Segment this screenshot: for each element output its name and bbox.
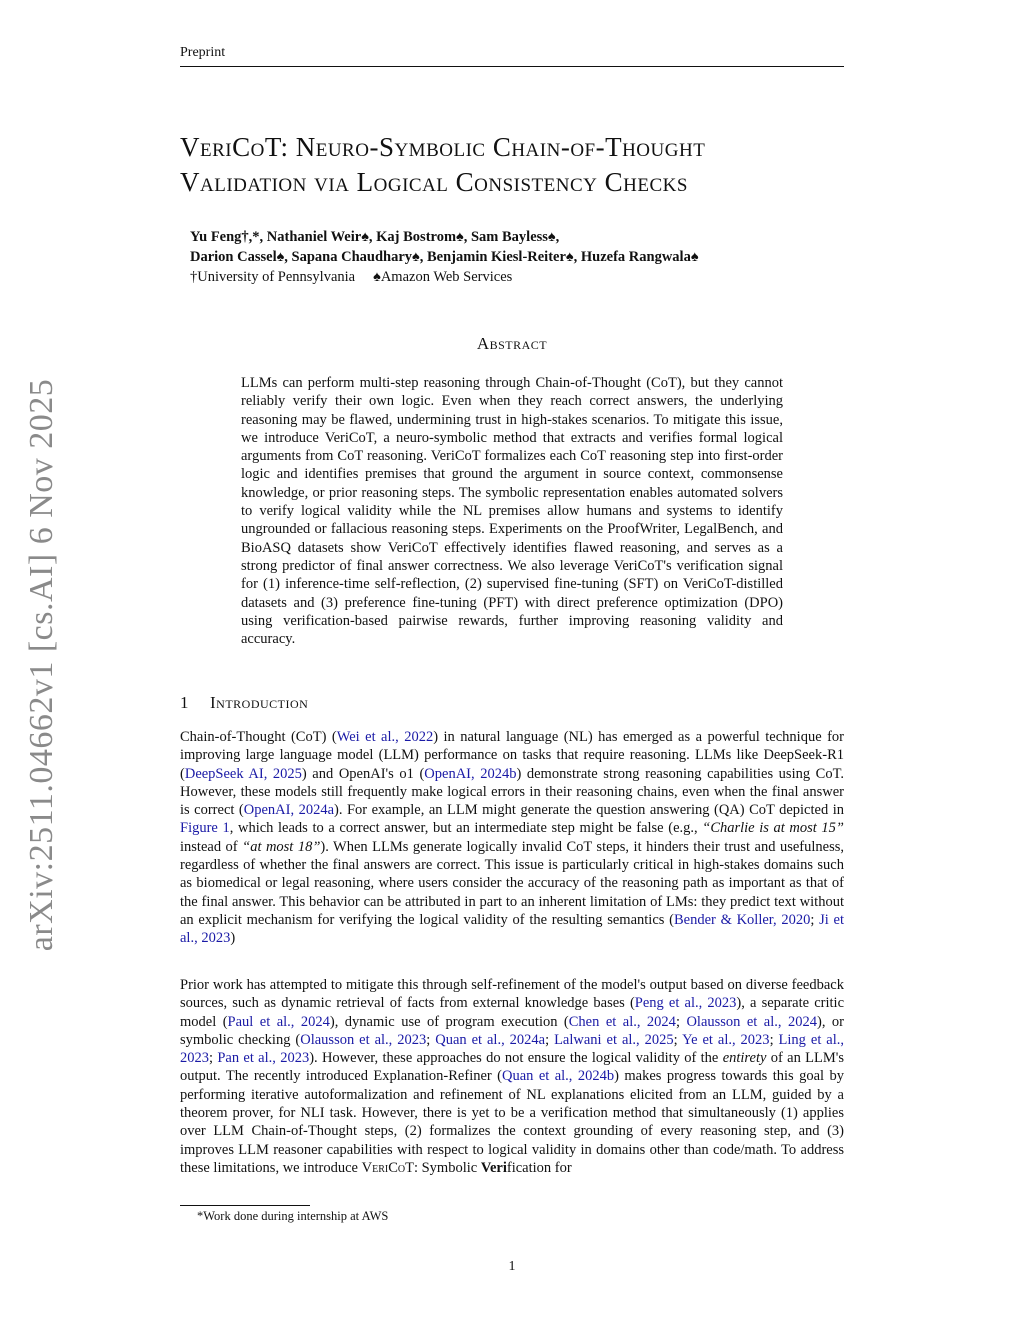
text-run: ) xyxy=(230,930,236,947)
text-run: ) in natural language (NL) has emerged as a powerful technique for improving large language model (LLM) performance on tasks that require reasoning. LLMs like DeepSeek-R1 ( xyxy=(180,729,844,782)
text-run: ) demonstrate strong reasoning capabilities using CoT. However, these models still frequently make logical errors in their reasoning chains, even when the final answer is correct ( xyxy=(180,765,845,819)
citation-link[interactable]: OpenAI, 2024b xyxy=(424,765,517,782)
title-line-2: Validation via Logical Consistency Checks xyxy=(180,167,688,197)
text-run: ). For example, an LLM might generate the question answering (QA) CoT depicted in xyxy=(334,802,844,819)
footnote-rule xyxy=(180,1205,310,1206)
citation-link[interactable]: Olausson et al., 2023 xyxy=(300,1031,427,1048)
method-name: VeriCoT xyxy=(361,1159,414,1176)
emphasis-text: entirety xyxy=(722,1050,767,1067)
citation-link[interactable]: Wei et al., 2022 xyxy=(336,729,434,745)
text-run: ) makes progress towards this goal by performing iterative autoformalization and refinement of NL explanations elicited from an LLM, guided by a theorem prover, for NLI task. However, there is yet to be a verification method that simultaneously (1) applies over LLM Chain-of-Thought steps, (2) formalizes the context grounding of every reasoning step, and (3) improves LLM reasoner capabilities with respect to logical validity in domains other than code/math. To address these limitations, we introduce xyxy=(180,1068,844,1176)
paper-title xyxy=(180,130,860,200)
citation-link[interactable]: Quan et al., 2024a xyxy=(435,1031,546,1048)
bold-text: Veri xyxy=(480,1159,507,1176)
affiliation-aws: ♠Amazon Web Services xyxy=(373,269,513,285)
text-run: ; xyxy=(673,1031,683,1048)
running-header: Preprint xyxy=(180,45,226,60)
example-quote: “at most 18” xyxy=(242,838,321,855)
section-heading-introduction xyxy=(180,693,308,713)
intro-paragraph-2 xyxy=(180,976,844,1177)
affiliation-penn: †University of Pennsylvania xyxy=(190,269,356,285)
text-run: ; xyxy=(545,1031,555,1048)
abstract-heading: Abstract xyxy=(476,334,548,353)
title-line-1: VeriCoT: Neuro-Symbolic Chain-of-Thought xyxy=(180,132,706,162)
authors-line-2: Darion Cassel♠, Sapana Chaudhary♠, Benjamin Kiesl-Reiter♠, Huzefa Rangwala♠ xyxy=(190,249,699,265)
affiliations xyxy=(190,267,699,287)
text-run: ; xyxy=(209,1050,218,1067)
text-run: instead of xyxy=(180,838,243,855)
citation-link[interactable]: Chen et al., 2024 xyxy=(568,1013,676,1030)
citation-link[interactable]: Olausson et al., 2024 xyxy=(686,1013,817,1030)
citation-link[interactable]: Bender & Koller, 2020 xyxy=(673,911,811,928)
intro-paragraph-1 xyxy=(180,728,844,948)
example-quote: “Charlie is at most 15” xyxy=(702,820,845,837)
section-number: 1 xyxy=(180,693,189,712)
citation-link[interactable]: Pan et al., 2023 xyxy=(217,1050,310,1067)
arxiv-identifier: arXiv:2511.04662v1 [cs.AI] 6 Nov 2025 xyxy=(23,378,60,952)
citation-link[interactable]: Paul et al., 2024 xyxy=(227,1013,330,1030)
citation-link[interactable]: Ye et al., 2023 xyxy=(682,1031,770,1048)
text-run: ), a separate critic model ( xyxy=(180,995,845,1030)
section-title: Introduction xyxy=(210,693,309,712)
text-run: of an LLM's output. The recently introduced Explanation-Refiner ( xyxy=(180,1050,844,1085)
text-run: ; xyxy=(769,1031,779,1048)
page-number: 1 xyxy=(508,1259,516,1274)
text-run: ), dynamic use of program execution ( xyxy=(329,1013,569,1030)
citation-link[interactable]: Peng et al., 2023 xyxy=(634,995,737,1012)
text-run: ). However, these approaches do not ensure the logical validity of the xyxy=(309,1050,723,1067)
text-run: Chain-of-Thought (CoT) ( xyxy=(180,729,337,745)
text-run: Prior work has attempted to mitigate this through self-refinement of the model's output based on diverse feedback sources, such as dynamic retrieval of facts from external knowledge bases ( xyxy=(180,977,844,1012)
citation-link[interactable]: OpenAI, 2024a xyxy=(243,802,335,819)
text-run: , which leads to a correct answer, but an intermediate step might be false (e.g., xyxy=(229,820,703,837)
author-block xyxy=(190,227,699,287)
footnote: *Work done during internship at AWS xyxy=(197,1209,389,1223)
text-run: ) and OpenAI's o1 ( xyxy=(301,765,425,782)
citation-link[interactable]: DeepSeek AI, 2025 xyxy=(184,765,302,782)
text-run: ). When LLMs generate logically invalid CoT steps, it hinders their trust and usefulness, regardless of whether the final answers are correct. This issue is particularly critical in high-stakes domains such as biomedical or legal reasoning, where users consider the accuracy of the reasoning path as important as that of the final answer. This behavior can be attributed in part to an inherent limitation of LMs: they predict text without an explicit mechanism for verifying the logical validity of the resulting semantics ( xyxy=(180,838,845,928)
text-run: ; xyxy=(810,911,820,928)
citation-link[interactable]: Ji et al., 2023 xyxy=(180,911,845,947)
abstract-text: LLMs can perform multi-step reasoning through Chain-of-Thought (CoT), but they cannot reliably verify their own logic. Even when they reach correct answers, the underlying reasoning may be flawed, undermining trust in high-stakes scenarios. To mitigate this issue, we introduce VeriCoT, a neuro-symbolic method that extracts and verifies formal logical arguments from CoT reasoning. VeriCoT formalizes each CoT reasoning step into first-order logic and identifies premises that ground the argument in source context, commonsense knowledge, or prior reasoning steps. The symbolic representation enables automated solvers to verify logical validity while the NL premises allow humans and systems to identify ungrounded or fallacious reasoning steps. Experiments on the ProofWriter, LegalBench, and BioASQ datasets show VeriCoT effectively identifies flawed reasoning, and serves as a strong predictor of final answer correctness. We also leverage VeriCoT's verification signal for (1) inference-time self-reflection, (2) supervised fine-tuning (SFT) on VeriCoT-distilled datasets and (3) preference fine-tuning (PFT) with direct preference optimization (DPO) using verification-based pairwise rewards, further improving reasoning validity and accuracy. xyxy=(241,375,783,648)
text-run: ; xyxy=(675,1013,687,1030)
authors-line-1: Yu Feng†,*, Nathaniel Weir♠, Kaj Bostrom♠, Sam Bayless♠, xyxy=(190,229,560,245)
text-run: : Symbolic xyxy=(413,1159,481,1176)
text-run: ), or symbolic checking ( xyxy=(180,1013,844,1048)
text-run: ; xyxy=(426,1031,436,1048)
citation-link[interactable]: Ling et al., 2023 xyxy=(180,1031,845,1067)
figure-reference-link[interactable]: Figure 1 xyxy=(180,820,230,837)
header-rule xyxy=(180,66,844,67)
citation-link[interactable]: Lalwani et al., 2025 xyxy=(554,1031,674,1048)
text-run: fication for xyxy=(506,1159,572,1176)
citation-link[interactable]: Quan et al., 2024b xyxy=(502,1068,615,1085)
